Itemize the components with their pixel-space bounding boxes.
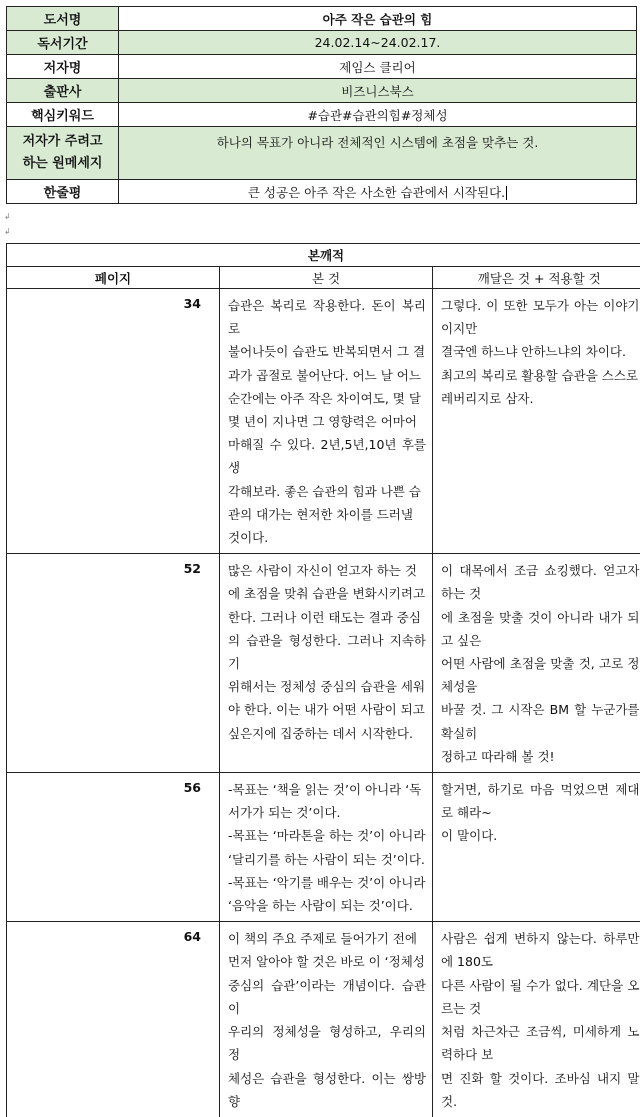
- text-line: 이 말이다.: [441, 824, 640, 847]
- text-line: ‘달리기를 하는 사람이 되는 것’이다.: [228, 848, 426, 871]
- text-line: 체성은 습관을 형성한다. 이는 쌍방향: [228, 1067, 426, 1113]
- text-line: 이 대목에서 조금 쇼킹했다. 얻고자 하는 것: [441, 559, 640, 605]
- text-line: 먼저 알아야 할 것은 바로 이 ‘정체성: [228, 950, 426, 973]
- text-line: -목표는 ‘책을 읽는 것’이 아니라 ‘독: [228, 778, 426, 801]
- text-line: 할거면, 하기로 마음 먹었으면 제대로 해라~: [441, 778, 640, 824]
- text-line: ‘음악을 하는 사람이 되는 것’이다.: [228, 894, 426, 917]
- text-line: 위해서는 정체성 중심의 습관을 세워: [228, 675, 426, 698]
- text-line: 우리의 정체성을 형성하고, 우리의 정: [228, 1020, 426, 1066]
- info-row-author: [7, 55, 637, 79]
- review-row: [7, 554, 640, 773]
- book-info-table: [6, 6, 637, 204]
- realized-cell[interactable]: [433, 554, 640, 773]
- review-row: [7, 922, 640, 1117]
- info-row-title: [7, 7, 637, 31]
- text-line: 에 초점을 맞춰 습관을 변화시키려고: [228, 582, 426, 605]
- paragraph-mark: ↲: [4, 212, 11, 221]
- text-line: 에 초점을 맞출 것이 아니라 내가 되고 싶은: [441, 606, 640, 652]
- text-line: 정하고 따라해 볼 것!: [441, 745, 640, 768]
- text-line: 마해질 수 있다. 2년,5년,10년 후를 생: [228, 433, 426, 479]
- info-label: 독서기간: [7, 31, 119, 55]
- reading-period[interactable]: 24.02.14~24.02.17.: [119, 31, 637, 55]
- info-label: 핵심키워드: [7, 103, 119, 127]
- book-title[interactable]: 아주 작은 습관의 힘: [119, 7, 637, 31]
- text-line: 중심의 습관’이라는 개념이다. 습관이: [228, 974, 426, 1020]
- info-label-line: 저자가 주려고: [7, 131, 118, 153]
- text-line: 많은 사람이 자신이 얻고자 하는 것: [228, 559, 426, 582]
- text-line: 최고의 복리로 활용할 습관을 스스로: [441, 364, 640, 387]
- publisher-name[interactable]: 비즈니스북스: [119, 79, 637, 103]
- info-label: 한줄평: [7, 180, 119, 204]
- text-line: 불어나듯이 습관도 반복되면서 그 결: [228, 340, 426, 363]
- author-message[interactable]: 하나의 목표가 아니라 전체적인 시스템에 초점을 맞추는 것.: [119, 127, 637, 180]
- text-line: 바꿀 것. 그 시작은 BM 할 누군가를 확실히: [441, 698, 640, 744]
- text-line: 어떤 사람에 초점을 맞출 것, 고로 정체성을: [441, 652, 640, 698]
- text-cursor: [506, 186, 507, 200]
- seen-cell[interactable]: [220, 922, 433, 1117]
- page-number[interactable]: 34: [7, 289, 220, 554]
- review-row: [7, 773, 640, 922]
- one-line-review-cell[interactable]: [119, 180, 637, 204]
- author-name[interactable]: 제임스 클리어: [119, 55, 637, 79]
- text-line: 각해보라. 좋은 습관의 힘과 나쁜 습: [228, 480, 426, 503]
- text-line: 야 한다. 이는 내가 어떤 사람이 되고: [228, 698, 426, 721]
- review-title[interactable]: 본깨적: [7, 244, 640, 267]
- info-label-line: 하는 원메세지: [7, 153, 118, 175]
- text-line: 처럼 차근차근 조금씩, 미세하게 노력하다 보: [441, 1020, 640, 1066]
- page-number[interactable]: 52: [7, 554, 220, 773]
- seen-cell[interactable]: [220, 773, 433, 922]
- seen-cell[interactable]: [220, 554, 433, 773]
- text-line: 습관은 복리로 작용한다. 돈이 복리로: [228, 294, 426, 340]
- review-row: [7, 289, 640, 554]
- text-line: 결국엔 하느냐 안하느냐의 차이다.: [441, 340, 640, 363]
- text-line: 그렇다. 이 또한 모두가 아는 이야기이지만: [441, 294, 640, 340]
- info-row-message: [7, 127, 637, 180]
- info-row-keywords: [7, 103, 637, 127]
- realized-cell[interactable]: [433, 289, 640, 554]
- info-label: 도서명: [7, 7, 119, 31]
- info-label: 저자명: [7, 55, 119, 79]
- text-line: 사람은 쉽게 변하지 않는다. 하루만에 180도: [441, 927, 640, 973]
- info-row-oneline: [7, 180, 637, 204]
- text-line: 레버리지로 삼자.: [441, 387, 640, 410]
- text-line: 면 진화 할 것이다. 조바심 내지 말 것.: [441, 1067, 640, 1113]
- header-page: 페이지: [7, 267, 220, 289]
- info-label: 출판사: [7, 79, 119, 103]
- info-label: [7, 127, 119, 180]
- text-line: 서가가 되는 것’이다.: [228, 801, 426, 824]
- info-row-period: [7, 31, 637, 55]
- text-line: 싶은지에 집중하는 데서 시작한다.: [228, 722, 426, 745]
- review-table: [6, 243, 640, 1117]
- text-line: -목표는 ‘악기를 배우는 것’이 아니라: [228, 871, 426, 894]
- text-line: 의 습관을 형성한다. 그러나 지속하기: [228, 629, 426, 675]
- review-header-row: [7, 267, 640, 289]
- text-line: 것이다.: [228, 526, 426, 549]
- header-realized: 깨달은 것 + 적용할 것: [433, 267, 640, 289]
- realized-cell[interactable]: [433, 922, 640, 1117]
- seen-cell[interactable]: [220, 289, 433, 554]
- text-line: 이 책의 주요 주제로 들어가기 전에: [228, 927, 426, 950]
- keywords[interactable]: #습관#습관의힘#정체성: [119, 103, 637, 127]
- text-line: -목표는 ‘마라톤을 하는 것’이 아니라: [228, 824, 426, 847]
- text-line: 관의 대가는 현저한 차이를 드러낼: [228, 503, 426, 526]
- paragraph-mark: ↲: [4, 227, 11, 236]
- text-line: 한다. 그러나 이런 태도는 결과 중심: [228, 606, 426, 629]
- header-seen: 본 것: [220, 267, 433, 289]
- one-line-review[interactable]: 큰 성공은 아주 작은 사소한 습관에서 시작된다.: [248, 185, 505, 200]
- review-title-row: [7, 244, 640, 267]
- page-number[interactable]: 56: [7, 773, 220, 922]
- text-line: 과가 곱절로 불어난다. 어느 날 어느: [228, 364, 426, 387]
- text-line: 다른 사람이 될 수가 없다. 계단을 오르는 것: [441, 974, 640, 1020]
- realized-cell[interactable]: [433, 773, 640, 922]
- info-row-publisher: [7, 79, 637, 103]
- text-line: 순간에는 아주 작은 차이여도, 몇 달: [228, 387, 426, 410]
- text-line: 몇 년이 지나면 그 영향력은 어마어: [228, 410, 426, 433]
- page-number[interactable]: 64: [7, 922, 220, 1117]
